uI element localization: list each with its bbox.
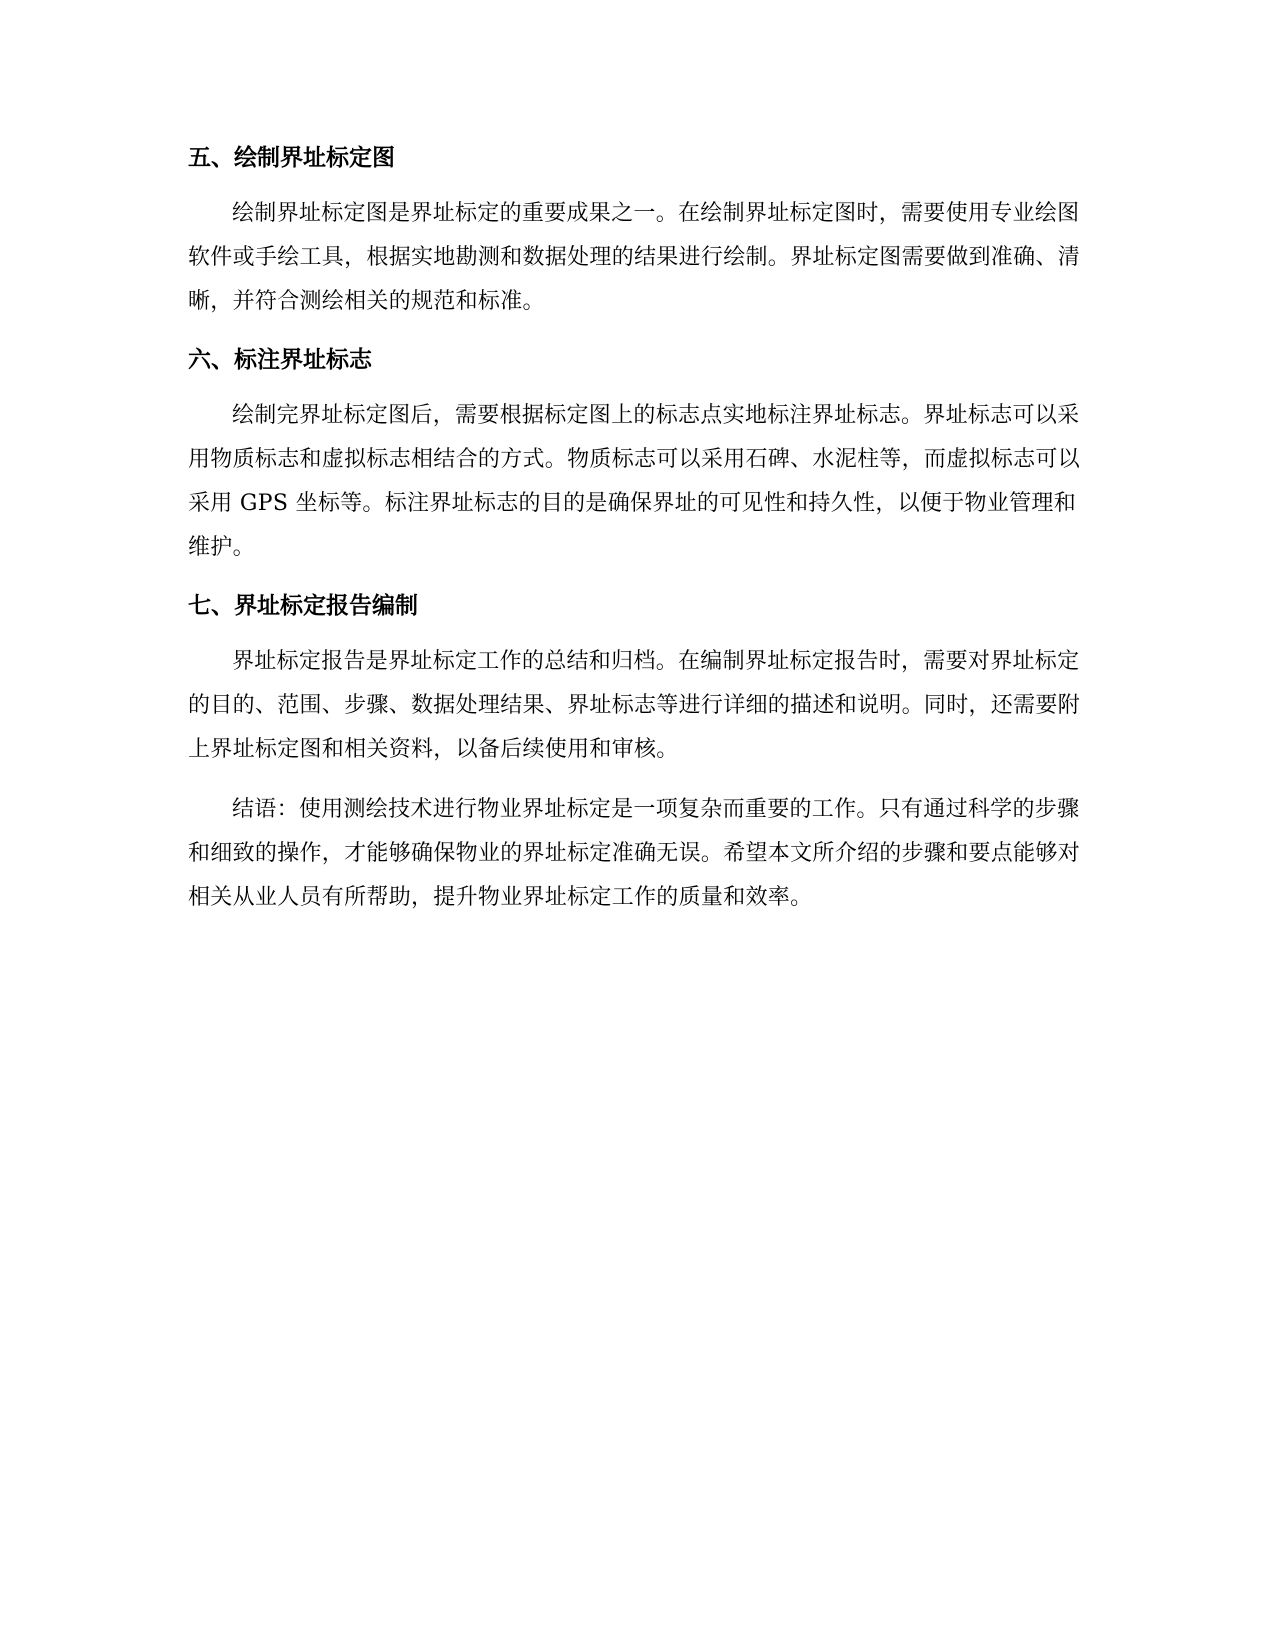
document-body xyxy=(188,140,1088,920)
section-heading-report: 七、界址标定报告编制 xyxy=(188,593,418,619)
section-heading-draw-map: 五、绘制界址标定图 xyxy=(188,145,395,171)
section-paragraph-report: 界址标定报告是界址标定工作的总结和归档。在编制界址标定报告时，需要对界址标定的目的、范围、步骤、数据处理结果、界址标志等进行详细的描述和说明。同时，还需要附上界址标定图和相关资料，以备后续使用和审核。 xyxy=(188,649,1081,762)
section-paragraph-mark-boundary: 绘制完界址标定图后，需要根据标定图上的标志点实地标注界址标志。界址标志可以采用物质标志和虚拟标志相结合的方式。物质标志可以采用石碑、水泥柱等，而虚拟标志可以采用 GPS 坐标等。标注界址标志的目的是确保界址的可见性和持久性，以便于物业管理和维护。 xyxy=(188,403,1081,560)
section-paragraph-draw-map: 绘制界址标定图是界址标定的重要成果之一。在绘制界址标定图时，需要使用专业绘图软件或手绘工具，根据实地勘测和数据处理的结果进行绘制。界址标定图需要做到准确、清晰，并符合测绘相关的规范和标准。 xyxy=(188,201,1081,314)
section-heading-mark-boundary: 六、标注界址标志 xyxy=(188,347,372,373)
conclusion-paragraph: 结语：使用测绘技术进行物业界址标定是一项复杂而重要的工作。只有通过科学的步骤和细致的操作，才能够确保物业的界址标定准确无误。希望本文所介绍的步骤和要点能够对相关从业人员有所帮助，提升物业界址标定工作的质量和效率。 xyxy=(188,797,1081,910)
